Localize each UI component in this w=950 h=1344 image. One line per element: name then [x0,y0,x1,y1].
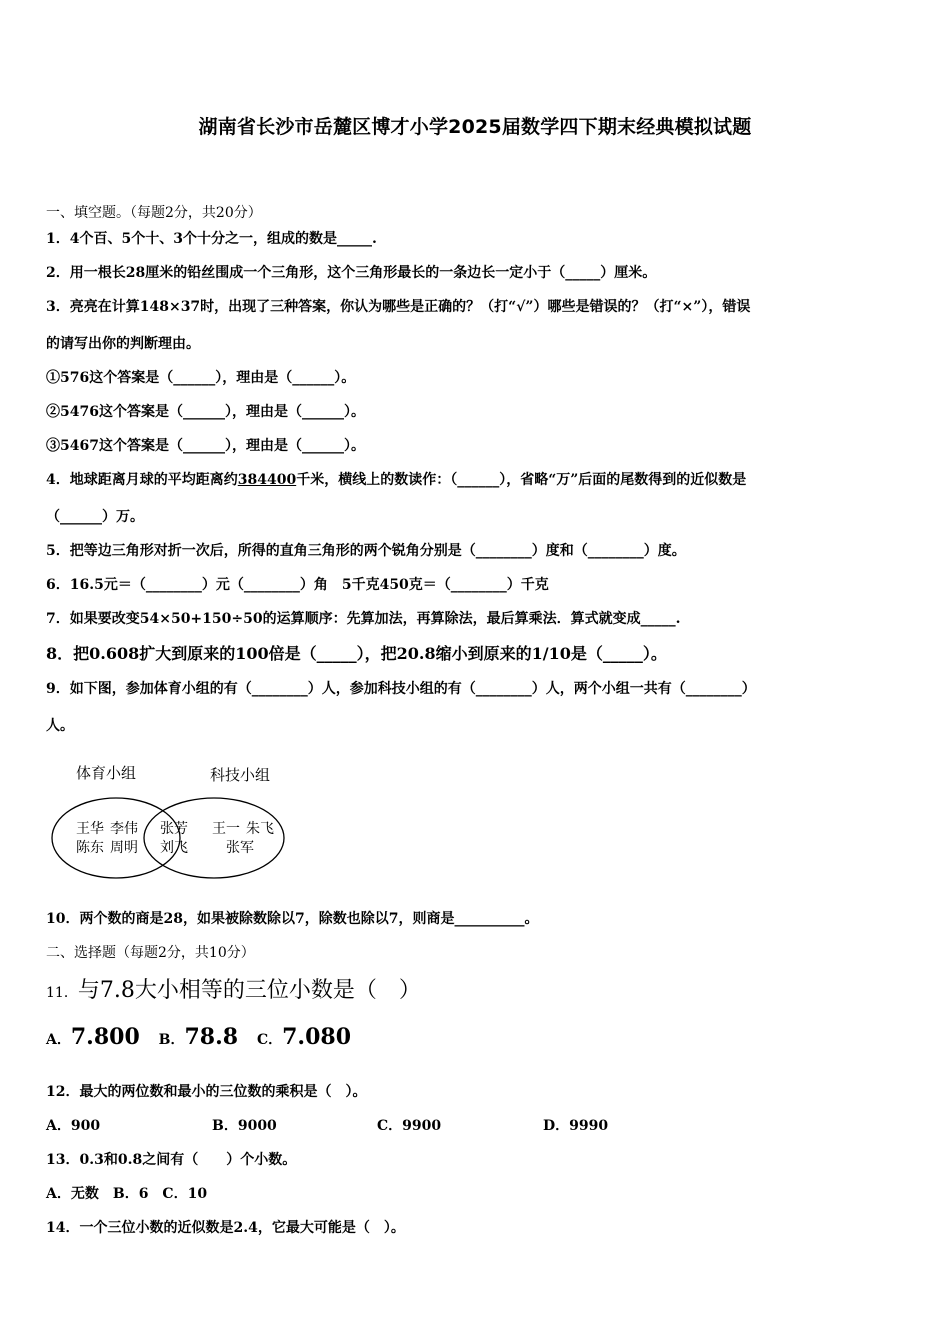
question-2: 2．用一根长28厘米的铅丝围成一个三角形，这个三角形最长的一条边长一定小于（_____）厘米。 [46,265,657,281]
venn-left-title: 体育小组 [76,764,137,782]
venn-diagram [46,758,296,888]
venn-name: 朱飞 [246,821,274,837]
option-label: C． [256,1032,283,1048]
question-8: 8．把0.608扩大到原来的100倍是（_____），把20.8缩小到原来的1/10是（_____）。 [46,644,667,663]
question-4-number: 384400 [237,472,297,488]
question-13-options: A．无数 B．6 C．10 [46,1186,208,1202]
venn-name: 周明 [110,840,138,856]
option-value: 78.8 [184,1024,239,1050]
page-title: 湖南省长沙市岳麓区博才小学2025届数学四下期末经典模拟试题 [198,116,752,138]
venn-name: 王一 [212,821,240,837]
question-1: 1．4个百、5个十、3个十分之一，组成的数是_____. [46,231,377,247]
question-4-line2: （______）万。 [46,509,144,525]
question-12-option-b: B．9000 [212,1118,277,1134]
question-7: 7．如果要改变54×50+150÷50的运算顺序：先算加法，再算除法，最后算乘法．算式就变成_____. [46,611,681,627]
question-12-option-d: D．9990 [543,1118,609,1134]
question-11 [46,973,421,1004]
section2-heading: 二、选择题（每题2分，共10分） [46,945,255,961]
question-3-line2: 的请写出你的判断理由。 [46,336,200,352]
venn-left-circle [52,798,180,878]
question-3a: ①576这个答案是（______），理由是（______）。 [46,370,356,386]
option-label: A． [46,1032,71,1048]
question-12-option-c: C．9900 [377,1118,442,1134]
question-11-text: 与7.8大小相等的三位小数是（ ） [77,978,421,1003]
question-4-post: 千米，横线上的数读作：（______），省略“万”后面的尾数得到的近似数是 [296,472,747,488]
question-9-line2: 人。 [46,718,74,734]
question-4-pre: 4．地球距离月球的平均距离约 [46,472,238,488]
question-10: 10．两个数的商是28，如果被除数除以7，除数也除以7，则商是__________。 [46,911,539,927]
venn-name: 刘飞 [160,840,188,856]
question-4-line1 [46,469,746,489]
question-5: 5．把等边三角形对折一次后，所得的直角三角形的两个锐角分别是（________）度和（________）度。 [46,543,686,559]
venn-name: 张军 [226,840,254,856]
question-12-option-a: A．900 [46,1118,101,1134]
question-11-number: 11． [46,985,78,1001]
question-13: 13．0.3和0.8之间有（ ）个小数。 [46,1152,297,1168]
venn-name: 张芳 [160,821,188,837]
question-6: 6．16.5元＝（________）元（________）角 5千克450克＝（________）千克 [46,577,549,593]
option-label: B． [158,1032,185,1048]
question-12: 12．最大的两位数和最小的三位数的乘积是（ ）。 [46,1084,367,1100]
venn-name: 李伟 [110,821,138,837]
venn-name: 陈东 [76,840,104,856]
option-value: 7.800 [70,1024,140,1050]
venn-right-title: 科技小组 [210,766,271,784]
question-14: 14．一个三位小数的近似数是2.4，它最大可能是（ ）。 [46,1220,405,1236]
venn-right-circle [144,798,284,878]
question-3-line1: 3．亮亮在计算148×37时，出现了三种答案，你认为哪些是正确的？（打“√”）哪些是错误的？（打“×”），错误 [46,299,751,315]
section1-heading: 一、填空题。（每题2分，共20分） [46,205,262,221]
question-3c: ③5467这个答案是（______），理由是（______）。 [46,438,365,454]
question-9-line1: 9．如下图，参加体育小组的有（________）人，参加科技小组的有（________）人，两个小组一共有（________） [46,681,756,697]
venn-name: 王华 [76,821,104,837]
question-3b: ②5476这个答案是（______），理由是（______）。 [46,404,365,420]
option-value: 7.080 [282,1024,351,1050]
question-11-options [46,1024,365,1050]
